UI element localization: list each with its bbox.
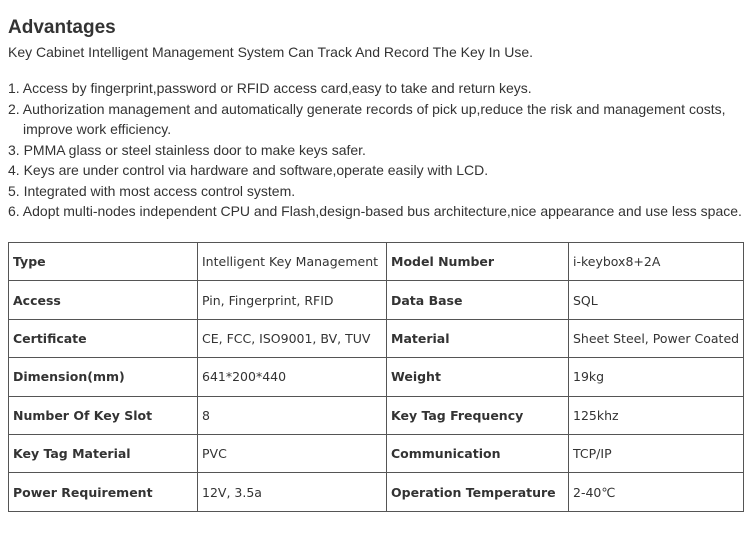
spec-value: 641*200*440	[198, 358, 387, 396]
spec-value: 19kg	[569, 358, 744, 396]
spec-table	[8, 242, 744, 512]
spec-value: 8	[198, 396, 387, 434]
table-row	[9, 319, 744, 357]
spec-value: 12V, 3.5a	[198, 473, 387, 511]
feature-item: 2. Authorization management and automatically generate records of pick up,reduce the risk and management costs, improve work efficiency.	[8, 100, 726, 137]
table-row	[9, 396, 744, 434]
table-row	[9, 243, 744, 281]
spec-value: PVC	[198, 434, 387, 472]
table-row	[9, 281, 744, 319]
spec-value: i-keybox8+2A	[569, 243, 744, 281]
spec-label: Type	[9, 243, 198, 281]
spec-label: Weight	[387, 358, 569, 396]
spec-value: TCP/IP	[569, 434, 744, 472]
spec-label: Access	[9, 281, 198, 319]
section-heading: Advantages	[8, 17, 116, 38]
spec-label: Dimension(mm)	[9, 358, 198, 396]
feature-item: 5. Integrated with most access control system.	[8, 182, 296, 199]
spec-value: 2-40℃	[569, 473, 744, 511]
table-row	[9, 434, 744, 472]
spec-value: Pin, Fingerprint, RFID	[198, 281, 387, 319]
spec-label: Key Tag Frequency	[387, 396, 569, 434]
spec-label: Key Tag Material	[9, 434, 198, 472]
feature-item: 1. Access by fingerprint,password or RFID access card,easy to take and return keys.	[8, 80, 532, 96]
spec-value: 125khz	[569, 396, 744, 434]
spec-label: Communication	[387, 434, 569, 472]
spec-label: Power Requirement	[9, 473, 198, 511]
feature-list	[8, 78, 746, 222]
spec-value: Sheet Steel, Power Coated	[569, 319, 744, 357]
spec-value: Intelligent Key Management	[198, 243, 387, 281]
feature-item: 6. Adopt multi-nodes independent CPU and Flash,design-based bus architecture,nice appearance and use less space.	[8, 203, 742, 219]
spec-label: Data Base	[387, 281, 569, 319]
spec-label: Operation Temperature	[387, 473, 569, 511]
spec-label: Model Number	[387, 243, 569, 281]
feature-item: 3. PMMA glass or steel stainless door to make keys safer.	[8, 141, 366, 158]
spec-value: SQL	[569, 281, 744, 319]
section-subtitle: Key Cabinet Intelligent Management System Can Track And Record The Key In Use.	[8, 44, 534, 60]
table-row	[9, 473, 744, 511]
spec-label: Material	[387, 319, 569, 357]
spec-value: CE, FCC, ISO9001, BV, TUV	[198, 319, 387, 357]
spec-label: Certificate	[9, 319, 198, 357]
table-row	[9, 358, 744, 396]
spec-label: Number Of Key Slot	[9, 396, 198, 434]
feature-item: 4. Keys are under control via hardware and software,operate easily with LCD.	[8, 162, 489, 178]
